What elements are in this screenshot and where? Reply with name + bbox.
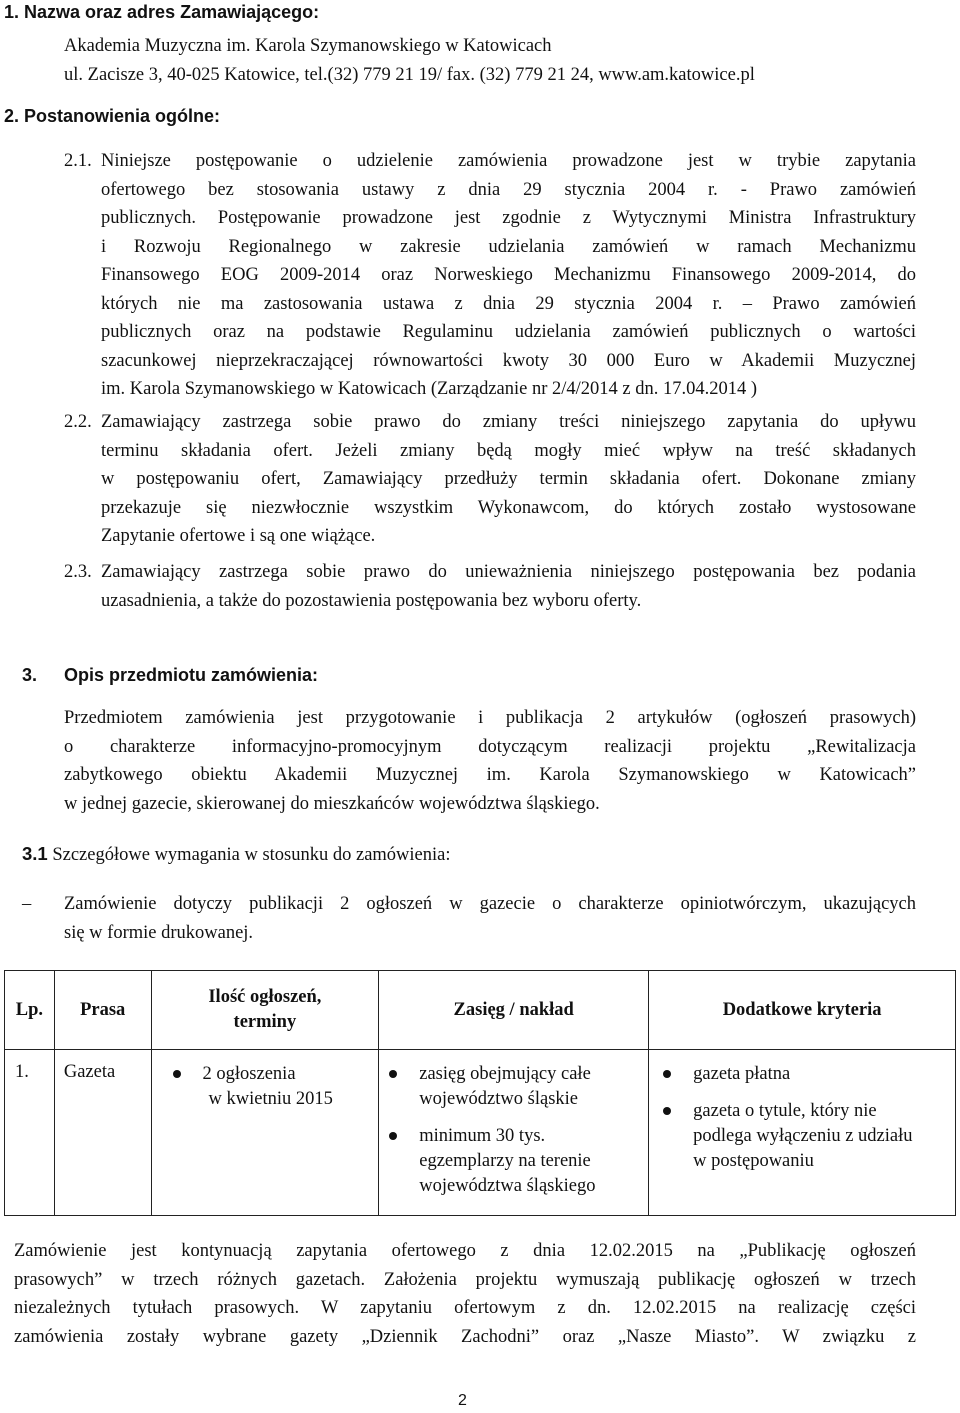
table-row (5, 1050, 956, 1216)
para-2-1-line: publicznych. Postępowanie prowadzone jest zgodnie z Wytycznymi Ministra Infrastruktury (101, 208, 916, 228)
subsection-3-1 (22, 840, 451, 870)
para-2-1-line: Niniejsze postępowanie o udzielenie zamówienia prowadzone jest w trybie zapytania (101, 151, 916, 171)
para-2-1 (101, 147, 916, 404)
section-1-heading: 1. Nazwa oraz adres Zamawiającego: (4, 2, 320, 22)
kryteria-item: gazeta płatna (663, 1062, 947, 1087)
address-line-1: Akademia Muzyczna im. Karola Szymanowskiego w Katowicach (64, 36, 552, 56)
closing-paragraph (14, 1237, 916, 1351)
para-2-2-line: w postępowaniu ofert, Zamawiający przedłuży termin składania ofert. Dokonane zmiany (101, 469, 916, 489)
address-line-2: ul. Zacisze 3, 40-025 Katowice, tel.(32) 779 21 19/ fax. (32) 779 21 24, www.am.katowice.pl (64, 65, 755, 85)
para-2-2-number: 2.2. (64, 412, 92, 432)
header-zasieg: Zasięg / nakład (379, 971, 649, 1050)
subsection-3-1-number: 3.1 (22, 843, 48, 864)
para-2-1-line: im. Karola Szymanowskiego w Katowicach (Zarządzanie nr 2/4/2014 z dn. 17.04.2014 ) (101, 379, 758, 399)
closing-line: prasowych” w trzech różnych gazetach. Założenia projektu wymuszają publikację ogłoszeń w trzech (14, 1269, 916, 1290)
cell-prasa: Gazeta (54, 1050, 151, 1216)
para-2-1-line: których nie ma zastosowania ustawa z dnia 29 stycznia 2004 r. – Prawo zamówień (101, 293, 916, 314)
para-2-2-line: terminu składania ofert. Jeżeli zmiany będą mogły mieć wpływ na treść składanych (101, 440, 916, 461)
closing-line: zamówienia zostały wybrane gazety „Dziennik Zachodni” oraz „Nasze Miasto”. W związku z (14, 1326, 916, 1347)
para-2-3-line: uzasadnienia, a także do pozostawienia postępowania bez wyboru oferty. (101, 590, 642, 611)
para-2-2-line: przekazuje się niezwłocznie wszystkim Wykonawcom, do których zostało wystosowane (101, 497, 916, 518)
para-2-3 (101, 558, 916, 615)
requirement-text (64, 890, 916, 947)
para-2-3-number: 2.3. (64, 562, 92, 582)
section-3-number: 3. (22, 665, 38, 685)
kryteria-item: gazeta o tytule, który nie podlega wyłączeniu z udziału w postępowaniu (663, 1099, 921, 1174)
para-2-1-line: Finansowego EOG 2009-2014 oraz Norweskiego Mechanizmu Finansowego 2009-2014, do (101, 265, 916, 285)
closing-line: niezależnych tytułach prasowych. W zapytaniu ofertowym z dn. 12.02.2015 na realizację części (14, 1298, 916, 1318)
para-2-1-line: publicznych oraz na podstawie Regulaminu udzielania zamówień publicznych o wartości (101, 322, 916, 342)
table-header-row (5, 971, 956, 1050)
para-2-3-line: Zamawiający zastrzega sobie prawo do unieważnienia niniejszego postępowania bez podania (101, 562, 916, 582)
para-2-1-number: 2.1. (64, 151, 92, 171)
para-2-2-line: Zapytanie ofertowe i są one wiążące. (101, 526, 376, 546)
requirement-line: Zamówienie dotyczy publikacji 2 ogłoszeń w gazecie o charakterze opiniotwórczym, ukazujących (64, 894, 916, 914)
cell-lp: 1. (5, 1050, 55, 1216)
requirement-dash: – (22, 894, 32, 914)
header-ilosc: Ilość ogłoszeń, terminy (151, 971, 379, 1050)
page-number: 2 (458, 1392, 467, 1409)
closing-line: Zamówienie jest kontynuacją zapytania ofertowego z dnia 12.02.2015 na „Publikację ogłoszeń (14, 1241, 916, 1261)
ilosc-item: 2 ogłoszenia w kwietniu 2015 (173, 1062, 373, 1112)
section-3-description (64, 704, 916, 818)
para-2-1-line: ofertowego bez stosowania ustawy z dnia 29 stycznia 2004 r. - Prawo zamówień (101, 179, 916, 200)
cell-kryteria (649, 1050, 956, 1216)
header-prasa: Prasa (54, 971, 151, 1050)
zasieg-item: minimum 30 tys. egzemplarzy na terenie województwa śląskiego (389, 1124, 629, 1199)
requirement-line: się w formie drukowanej. (64, 922, 254, 943)
para-2-2 (101, 408, 916, 551)
description-line: Przedmiotem zamówienia jest przygotowanie i publikacja 2 artykułów (ogłoszeń prasowych) (64, 708, 916, 728)
description-line: o charakterze informacyjno-promocyjnym dotyczącym realizacji projektu „Rewitalizacja (64, 736, 916, 757)
cell-zasieg (379, 1050, 649, 1216)
para-2-1-line: szacunkowej nieprzekraczającej równowartości kwoty 30 000 Euro w Akademii Muzycznej (101, 350, 916, 371)
header-kryteria: Dodatkowe kryteria (649, 971, 956, 1050)
requirements-table (4, 970, 956, 1216)
para-2-2-line: Zamawiający zastrzega sobie prawo do zmiany treści niniejszego zapytania do upływu (101, 412, 916, 432)
header-lp: Lp. (5, 971, 55, 1050)
section-3-heading: Opis przedmiotu zamówienia: (64, 665, 319, 685)
description-line: w jednej gazecie, skierowanej do mieszkańców województwa śląskiego. (64, 793, 600, 814)
description-line: zabytkowego obiektu Akademii Muzycznej im. Karola Szymanowskiego w Katowicach” (64, 765, 916, 785)
subsection-3-1-heading: Szczegółowe wymagania w stosunku do zamówienia: (52, 845, 451, 865)
section-2-heading: 2. Postanowienia ogólne: (4, 106, 221, 126)
cell-ilosc (151, 1050, 379, 1216)
zasieg-item: zasięg obejmujący całe województwo śląskie (389, 1062, 629, 1112)
para-2-1-line: i Rozwoju Regionalnego w zakresie udzielania zamówień w ramach Mechanizmu (101, 236, 916, 257)
